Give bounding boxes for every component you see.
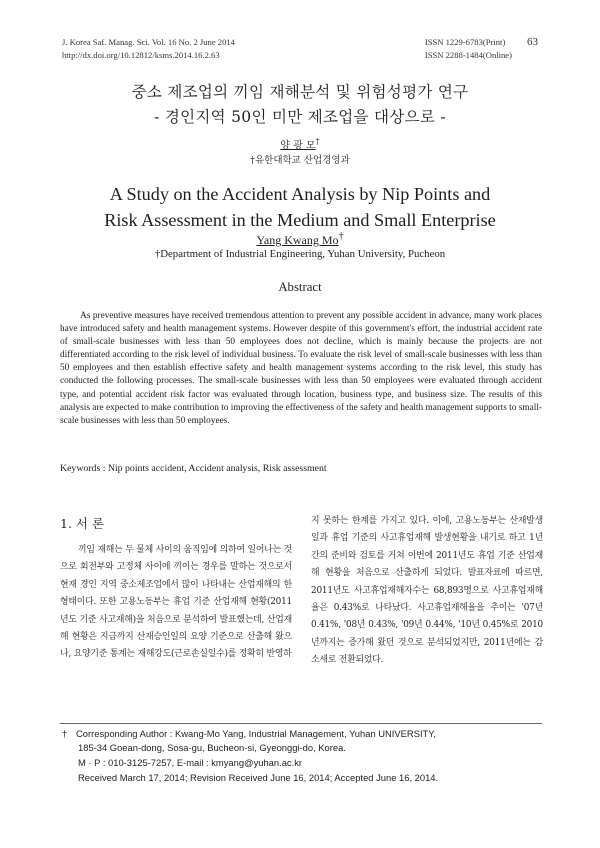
english-title-line2: Risk Assessment in the Medium and Small Enterprise	[104, 210, 496, 230]
korean-title-line1: 중소 제조업의 끼임 재해분석 및 위험성평가 연구	[131, 83, 469, 101]
footnote-divider	[60, 723, 542, 724]
doi-link[interactable]: http://dx.doi.org/10.12812/ksms.2014.16.2.63	[62, 49, 220, 60]
footnote-dates: Received March 17, 2014; Revision Received June 16, 2014; Accepted June 16, 2014.	[78, 772, 439, 783]
english-affiliation: †Department of Industrial Engineering, Yuhan University, Pucheon	[154, 248, 446, 260]
header-left	[62, 36, 235, 61]
footnote-contact: M · P : 010-3125-7257, E-mail : kmyang@yuhan.ac.kr	[78, 757, 303, 768]
english-title-line1: A Study on the Accident Analysis by Nip Points and	[109, 184, 491, 204]
korean-title	[0, 80, 600, 130]
english-author-name: Yang Kwang Mo	[256, 233, 339, 247]
page-number: 63	[527, 36, 538, 48]
footnote-line1	[62, 727, 544, 740]
header-right	[425, 36, 512, 61]
korean-author-name: 양 광 모	[280, 140, 316, 152]
korean-title-line2: - 경인지역 50인 미만 제조업을 대상으로 -	[154, 108, 446, 126]
english-author	[0, 231, 600, 248]
footnote-address: 185-34 Goean-dong, Sosa-gu, Bucheon-si, Gyeonggi-do, Korea.	[78, 742, 346, 753]
body-left-column: 끼임 재해는 두 물체 사이의 움직임에 의하여 일어나는 것으로 회전부와 고정체 사이에 끼이는 경우를 말하는 것으로서 현재 경인 지역 중소제조업에서 많이 나타내는 산업재해의 한 형태이다. 또한 고용노동부는 휴업 기준 산업재해 현황(2011년도 기준 사고재해)을 처음으로 분석하여 발표했는데, 산업재해 현황은 지금까지 산재승인일의 요양 기준으로 산출해 왔으나, 요양기준 통계는 재해강도(근로손실일수)를 정확히 반영하	[60, 545, 292, 660]
korean-author	[0, 136, 600, 151]
body-right-column: 지 못하는 한계를 가지고 있다. 이에, 고용노동부는 산재발생일과 휴업 기준의 사고휴업재해 발생현황을 내기로 하고 1년간의 준비와 검토를 거쳐 이번에 2011년도 휴업 기준 산업재해 현황을 처음으로 산출하게 되었다. 발표자료에 따르면, 2011년도 사고휴업재해자수는 68,893명으로 사고휴업재해율은 0.43%로 나타났다. 사고휴업재해율을 추이는 '07년 0.41%, '08년 0.43%, '09년 0.44%, '10년 0.45%로 2010년까지는 증가해 왔던 것으로 분석되었지만, 2011년에는 감소세로 전환되었다.	[311, 516, 543, 666]
abstract-body: As preventive measures have received tremendous attention to prevent any possible accident in advance, many work places have introduced safety and health management systems. However despite of this government's effort, the industrial accident rate of small-scale businesses with less than 50 employees does not decline, which is mainly because the projects are not differentiated according to the risk level of individual business. To evaluate the risk level of small-scale businesses with less than 50 employees and then establish effective safety and health management systems according to the risk level, this study has conducted the following processes. The small-scale businesses with less than 50 employees were evaluated through accident type, and potential accident risk factor was evaluated through location, business type, and business size. The results of this analysis are expected to make contribution to improving the effectiveness of the safety and health management supports to small-scale businesses with less than 50 employees.	[60, 311, 542, 426]
issn-online: ISSN 2288-1484(Online)	[424, 49, 512, 60]
english-author-mark: †	[338, 231, 344, 242]
abstract-heading: Abstract	[278, 280, 322, 294]
footnote-mark: †	[62, 728, 68, 739]
issn-print: ISSN 1229-6783(Print)	[424, 37, 506, 47]
english-title	[0, 181, 600, 233]
journal-citation: J. Korea Saf. Manag. Sci. Vol. 16 No. 2 June 2014	[62, 37, 235, 47]
footnote-corresponding: Corresponding Author : Kwang-Mo Yang, Industrial Management, Yuhan UNIVERSITY,	[76, 728, 436, 739]
section-heading-introduction: 1. 서 론	[60, 516, 105, 531]
keywords: Keywords : Nip points accident, Accident analysis, Risk assessment	[60, 463, 327, 474]
korean-affiliation: †유한대학교 산업경영과	[250, 155, 350, 166]
korean-author-mark: †	[315, 136, 320, 146]
